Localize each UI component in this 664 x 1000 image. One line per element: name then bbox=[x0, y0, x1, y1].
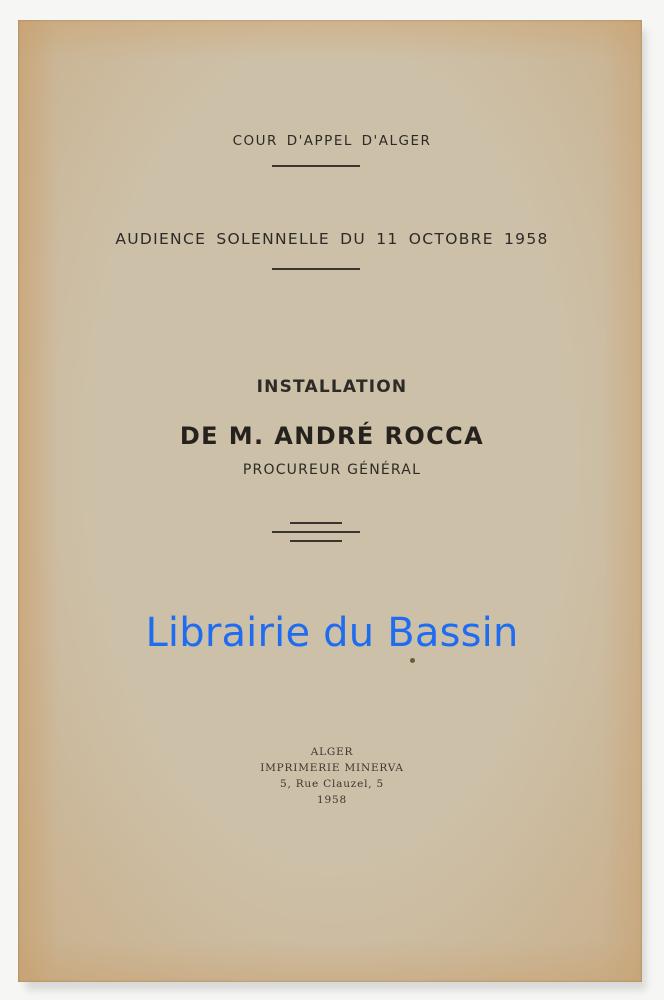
divider-2 bbox=[272, 268, 360, 270]
imprint-city: ALGER bbox=[310, 746, 354, 758]
ornament-line-top bbox=[290, 522, 342, 524]
person-title: PROCUREUR GÉNÉRAL bbox=[242, 462, 422, 478]
ornament-line-middle bbox=[272, 531, 360, 533]
ornament-line-bottom bbox=[290, 540, 342, 542]
paper-stain bbox=[410, 658, 415, 663]
person-name: DE M. ANDRÉ ROCCA bbox=[179, 422, 485, 450]
imprint-printer: IMPRIMERIE MINERVA bbox=[260, 762, 404, 774]
bookseller-watermark: Librairie du Bassin bbox=[145, 610, 519, 656]
court-name: COUR D'APPEL D'ALGER bbox=[232, 133, 432, 149]
imprint-address: 5, Rue Clauzel, 5 bbox=[279, 778, 385, 790]
divider-1 bbox=[272, 165, 360, 167]
installation-heading: INSTALLATION bbox=[256, 377, 408, 397]
hearing-title: AUDIENCE SOLENNELLE DU 11 OCTOBRE 1958 bbox=[115, 230, 549, 248]
imprint-year: 1958 bbox=[317, 794, 347, 806]
